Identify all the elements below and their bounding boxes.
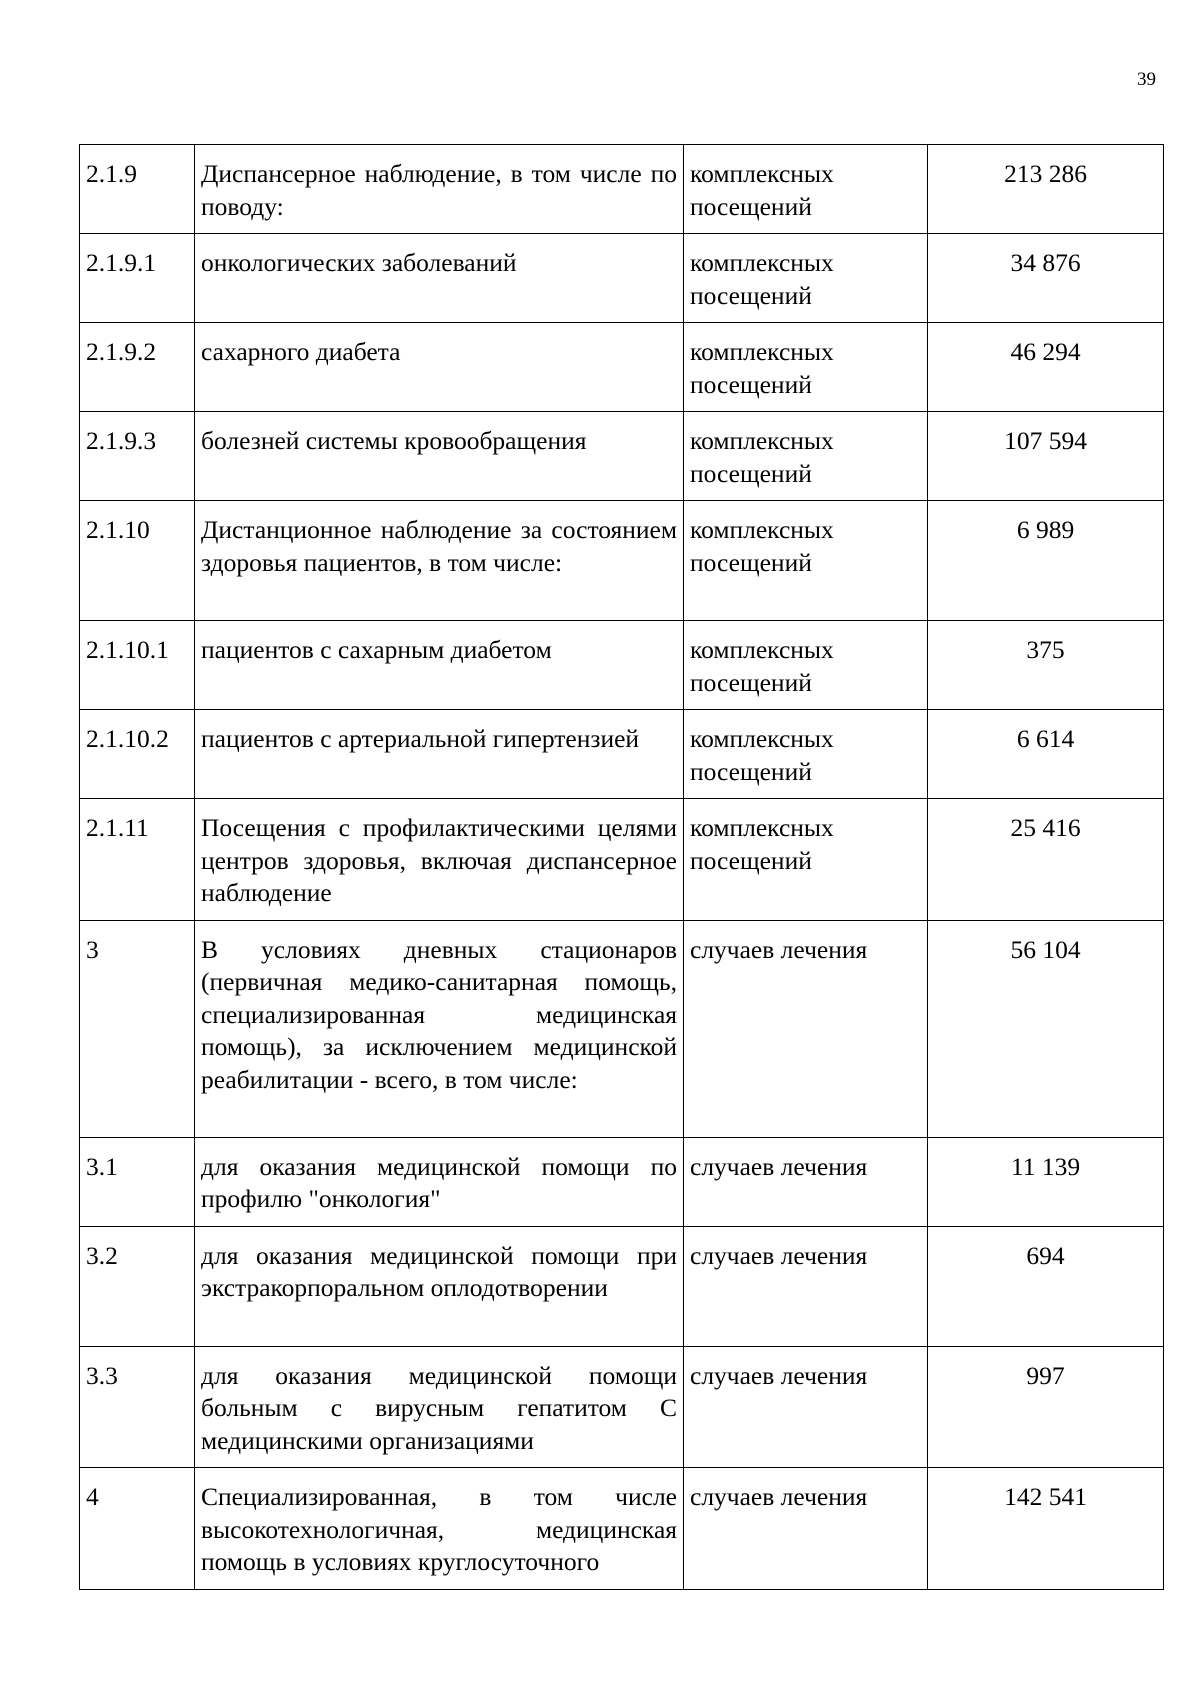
row-number: 2.1.9.3 [80, 412, 195, 501]
volume-table [79, 144, 1164, 1590]
row-number: 2.1.10.2 [80, 710, 195, 799]
row-name: пациентов с артериальной гипертензией [195, 710, 684, 799]
row-unit: случаев лечения [684, 1137, 928, 1226]
row-value: 25 416 [928, 799, 1164, 921]
row-unit: случаев лечения [684, 1226, 928, 1346]
row-value: 694 [928, 1226, 1164, 1346]
row-name: для оказания медицинской помощи при экстракорпоральном оплодотворении [195, 1226, 684, 1346]
row-unit: случаев лечения [684, 1346, 928, 1468]
row-value: 56 104 [928, 920, 1164, 1137]
row-number: 3.2 [80, 1226, 195, 1346]
row-number: 2.1.9.2 [80, 323, 195, 412]
row-number: 3.3 [80, 1346, 195, 1468]
row-number: 2.1.9 [80, 145, 195, 234]
table-row [80, 501, 1164, 621]
row-number: 2.1.10 [80, 501, 195, 621]
row-value: 107 594 [928, 412, 1164, 501]
table-row [80, 799, 1164, 921]
row-name: онкологических заболеваний [195, 234, 684, 323]
table-row [80, 920, 1164, 1137]
page-number: 39 [1137, 69, 1156, 90]
row-number: 3 [80, 920, 195, 1137]
table-row [80, 1137, 1164, 1226]
table-row [80, 145, 1164, 234]
row-name: сахарного диабета [195, 323, 684, 412]
row-unit: случаев лечения [684, 1468, 928, 1590]
row-value: 375 [928, 621, 1164, 710]
row-name: В условиях дневных стационаров (первичная медико-санитарная помощь, специализированная медицинская помощь), за исключением медицинской реабилитации - всего, в том числе: [195, 920, 684, 1137]
table-row [80, 234, 1164, 323]
row-value: 142 541 [928, 1468, 1164, 1590]
row-name: болезней системы кровообращения [195, 412, 684, 501]
row-number: 2.1.11 [80, 799, 195, 921]
row-unit: комплексных посещений [684, 501, 928, 621]
row-value: 6 614 [928, 710, 1164, 799]
row-name: пациентов с сахарным диабетом [195, 621, 684, 710]
table-row [80, 1226, 1164, 1346]
row-name: Диспансерное наблюдение, в том числе по поводу: [195, 145, 684, 234]
table-row [80, 1346, 1164, 1468]
row-name: для оказания медицинской помощи по профилю "онкология" [195, 1137, 684, 1226]
row-name: Специализированная, в том числе высокотехнологичная, медицинская помощь в условиях круглосуточного [195, 1468, 684, 1590]
table-row [80, 710, 1164, 799]
row-number: 4 [80, 1468, 195, 1590]
row-value: 6 989 [928, 501, 1164, 621]
row-number: 3.1 [80, 1137, 195, 1226]
row-unit: комплексных посещений [684, 710, 928, 799]
row-name: для оказания медицинской помощи больным с вирусным гепатитом С медицинскими организациями [195, 1346, 684, 1468]
row-value: 11 139 [928, 1137, 1164, 1226]
table-row [80, 621, 1164, 710]
row-unit: комплексных посещений [684, 799, 928, 921]
row-unit: комплексных посещений [684, 621, 928, 710]
row-name: Посещения с профилактическими целями центров здоровья, включая диспансерное наблюдение [195, 799, 684, 921]
row-value: 46 294 [928, 323, 1164, 412]
table-row [80, 412, 1164, 501]
row-unit: комплексных посещений [684, 145, 928, 234]
row-unit: комплексных посещений [684, 234, 928, 323]
row-value: 213 286 [928, 145, 1164, 234]
table-row [80, 1468, 1164, 1590]
row-value: 997 [928, 1346, 1164, 1468]
row-number: 2.1.10.1 [80, 621, 195, 710]
row-value: 34 876 [928, 234, 1164, 323]
row-unit: комплексных посещений [684, 412, 928, 501]
row-name: Дистанционное наблюдение за состоянием здоровья пациентов, в том числе: [195, 501, 684, 621]
row-number: 2.1.9.1 [80, 234, 195, 323]
row-unit: случаев лечения [684, 920, 928, 1137]
table-row [80, 323, 1164, 412]
row-unit: комплексных посещений [684, 323, 928, 412]
